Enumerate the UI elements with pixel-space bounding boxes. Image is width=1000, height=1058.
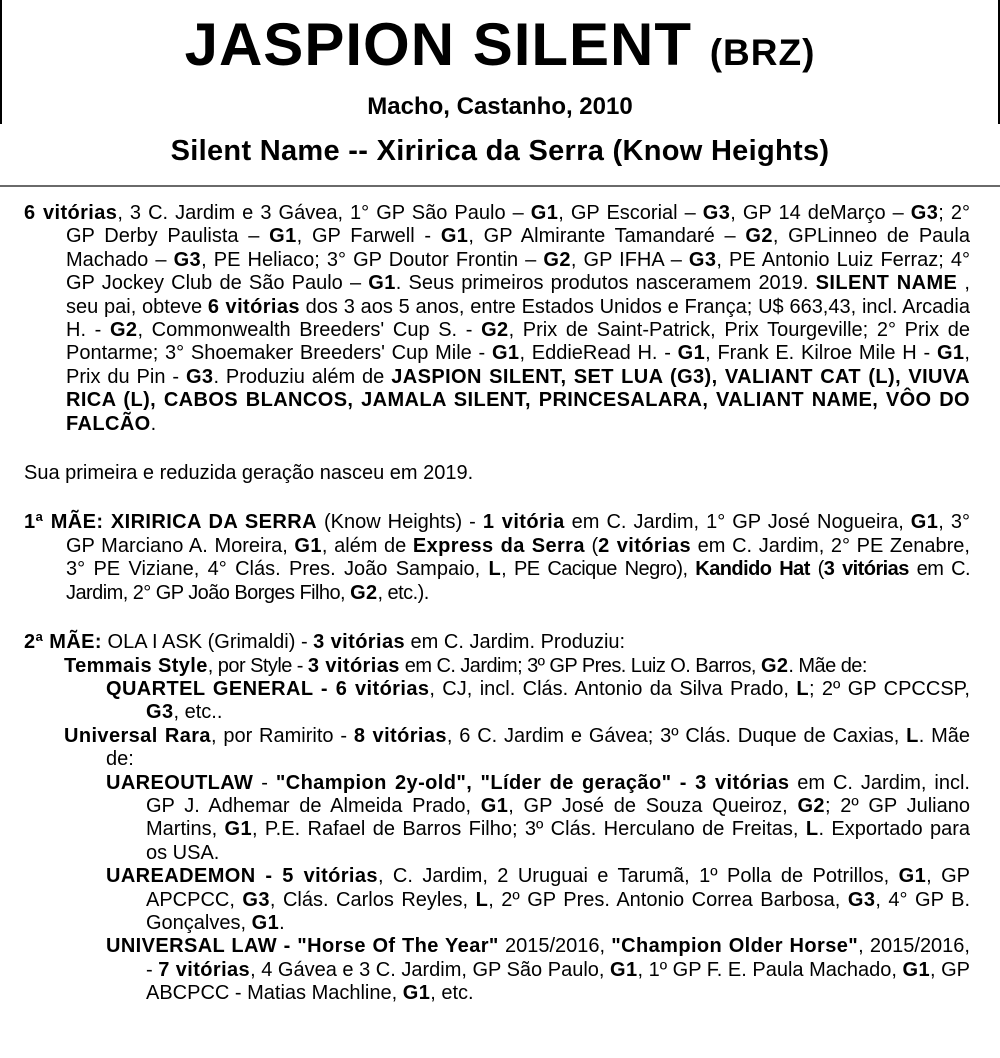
grade: G1 xyxy=(402,982,431,1005)
grade: G3 xyxy=(910,202,939,224)
text: . Exportado para os USA. xyxy=(146,818,970,864)
first-dam-paragraph xyxy=(24,511,970,605)
progeny-temmais-style xyxy=(24,655,970,678)
wins-text: 2 vitórias xyxy=(598,534,692,557)
sibling-name: Kandido Hat xyxy=(695,558,810,581)
text: . Seus primeiros produtos nasceramem 2019. xyxy=(395,272,816,295)
grade: G2 xyxy=(797,794,825,817)
first-generation-note: Sua primeira e reduzida geração nasceu em 2019. xyxy=(24,462,474,485)
text: . xyxy=(150,412,157,435)
text: , GP Almirante Tamandaré – xyxy=(468,225,746,248)
grade: L xyxy=(796,677,809,700)
progeny-uareoutlaw xyxy=(24,772,970,866)
text: , 2015/2016, - xyxy=(146,935,970,981)
dam-heading: 2ª MÃE: xyxy=(24,631,102,654)
progeny-name: Temmais Style xyxy=(64,654,208,677)
text: em C. Jardim, 1° GP José Nogueira, xyxy=(564,511,911,534)
grade: G2 xyxy=(760,654,789,677)
text: . Produziu além de xyxy=(213,365,392,388)
text: ; 2º GP Juliano Martins, xyxy=(146,794,970,841)
grade: G2 xyxy=(481,319,509,342)
text: , etc.). xyxy=(377,581,429,604)
text: , CJ, incl. Clás. Antonio da Silva Prado, xyxy=(429,677,797,700)
header-divider xyxy=(0,185,1000,187)
grade: G1 xyxy=(251,911,280,934)
grade: G1 xyxy=(491,342,520,365)
progeny-universal-rara xyxy=(24,725,970,772)
grade: G1 xyxy=(224,818,252,841)
spacer xyxy=(24,436,970,462)
text: , 4 Gávea e 3 C. Jardim, GP São Paulo, xyxy=(250,958,611,981)
text: . Mãe de: xyxy=(788,654,867,677)
text: OLA I ASK (Grimaldi) - xyxy=(102,631,314,654)
header xyxy=(0,8,1000,170)
text: , GP Escorial – xyxy=(558,202,703,224)
text: , 1º GP F. E. Paula Machado, xyxy=(637,958,903,981)
wins-text: 6 vitórias xyxy=(24,202,118,224)
grade: G1 xyxy=(902,958,930,981)
text: , Commonwealth Breeders' Cup S. - xyxy=(137,319,482,342)
progeny-name: QUARTEL GENERAL - 6 vitórias xyxy=(106,677,430,700)
title-award: "Champion 2y-old", "Líder de geração" - 3 vitórias xyxy=(275,771,790,794)
text: ; 2° GP Derby Paulista – xyxy=(66,202,970,248)
text: , GPLinneo de Paula Machado – xyxy=(66,225,970,271)
text: , 2º GP Pres. Antonio Correa Barbosa, xyxy=(488,888,848,911)
text: , 6 C. Jardim e Gávea; 3º Clás. Duque de Caxias, xyxy=(446,724,907,747)
text: ( xyxy=(584,534,599,557)
grade: G1 xyxy=(910,511,939,534)
grade: G2 xyxy=(745,225,773,248)
text: , GP ABCPCC - Matias Machline, xyxy=(146,958,970,1005)
sire-name: SILENT NAME xyxy=(815,272,958,295)
text: , Prix de Saint-Patrick, Prix Tourgeville; 2° Prix de Pontarme; 3° Shoemaker Breeders' Cup Mile - xyxy=(66,319,970,365)
text: , Prix du Pin - xyxy=(66,342,970,388)
text: , 3° GP Marciano A. Moreira, xyxy=(66,511,970,557)
offspring-list: JASPION SILENT, SET LUA (G3), VALIANT CAT (L), VIUVA RICA (L), CABOS BLANCOS, JAMALA SILENT, PRINCESALARA, VALIANT NAME, VÔO DO FALCÃO xyxy=(66,365,970,435)
text: , Clás. Carlos Reyles, xyxy=(269,888,476,911)
progeny-name: UAREOUTLAW xyxy=(106,771,254,794)
grade: G3 xyxy=(185,365,214,388)
grade: G3 xyxy=(702,202,731,224)
text: 2015/2016, xyxy=(498,935,612,958)
horse-description: Macho, Castanho, 2010 xyxy=(367,93,633,120)
wins-text: 6 vitórias xyxy=(207,295,300,318)
text: , por Style - xyxy=(207,654,308,677)
wins-text: 3 vitórias xyxy=(313,631,405,654)
country-code: (BRZ) xyxy=(709,32,816,73)
progeny-uareademon xyxy=(24,865,970,935)
wins-text: 3 vitórias xyxy=(823,558,909,581)
text: ( xyxy=(809,558,824,581)
grade: L xyxy=(488,558,502,581)
text: , P.E. Rafael de Barros Filho; 3º Clás. Herculano de Freitas, xyxy=(251,818,806,841)
grade: G1 xyxy=(530,202,559,224)
text: em C. Jardim; 3º GP Pres. Luiz O. Barros, xyxy=(399,654,761,677)
text: , PE Heliaco; 3° GP Doutor Frontin – xyxy=(201,248,544,271)
grade: G1 xyxy=(936,342,965,365)
text: , etc.. xyxy=(173,701,223,724)
text: , PE Antonio Luiz Ferraz; 4° GP Jockey Club de São Paulo – xyxy=(66,248,970,295)
grade: G3 xyxy=(688,248,717,271)
text: (Know Heights) - xyxy=(316,511,483,534)
grade: G2 xyxy=(543,248,571,271)
wins-text: 8 vitórias xyxy=(353,724,447,747)
text: , seu pai, obteve xyxy=(66,272,970,318)
body-text xyxy=(24,202,970,1006)
text: , além de xyxy=(321,534,413,557)
grade: G1 xyxy=(610,958,638,981)
text: ; 2º GP CPCCSP, xyxy=(808,677,970,700)
horse-title xyxy=(0,8,1000,90)
grade: G1 xyxy=(480,794,509,817)
progeny-quartel-general xyxy=(24,678,970,725)
text: , GP 14 deMarço – xyxy=(730,202,911,224)
grade: G1 xyxy=(368,272,396,295)
text: dos 3 aos 5 anos, entre Estados Unidos e França; U$ 663,43, incl. Arcadia H. - xyxy=(66,295,970,342)
text: , Frank E. Kilroe Mile H - xyxy=(705,342,937,365)
text: , GP Farwell - xyxy=(296,225,441,248)
text: , GP IFHA – xyxy=(570,248,689,271)
grade: G1 xyxy=(677,342,706,365)
grade: G1 xyxy=(294,534,322,557)
wins-text: 7 vitórias xyxy=(158,958,251,981)
text: , GP José de Souza Queiroz, xyxy=(508,794,798,817)
text: em C. Jardim. Produziu: xyxy=(405,631,626,654)
text: , por Ramirito - xyxy=(210,724,354,747)
progeny-name: UAREADEMON - 5 vitórias xyxy=(106,865,378,888)
text: , 3 C. Jardim e 3 Gávea, 1° GP São Paulo – xyxy=(117,202,531,224)
text: em C. Jardim, incl. GP J. Adhemar de Almeida Prado, xyxy=(146,771,970,817)
text: , 4° GP B. Gonçalves, xyxy=(146,888,970,934)
spacer xyxy=(24,485,970,511)
text: , etc. xyxy=(430,982,474,1005)
progeny-universal-law xyxy=(24,935,970,1005)
text: , EddieRead H. - xyxy=(519,342,678,365)
text: - xyxy=(253,771,276,794)
text: em C. Jardim, 2° GP João Borges Filho, xyxy=(66,558,970,604)
grade: G3 xyxy=(146,701,174,724)
grade: G2 xyxy=(350,581,378,604)
grade: G1 xyxy=(898,865,927,888)
progeny-name: UNIVERSAL LAW - "Horse Of The Year" xyxy=(106,935,499,958)
text: , PE Cacique Negro), xyxy=(501,558,696,581)
wins-text: 3 vitórias xyxy=(307,654,400,677)
progeny-name: Universal Rara xyxy=(64,724,211,747)
grade: G2 xyxy=(109,319,138,342)
spacer xyxy=(24,605,970,631)
grade: L xyxy=(475,888,489,911)
text: . Mãe de: xyxy=(106,724,970,771)
grade: G1 xyxy=(440,225,469,248)
dam-heading: 1ª MÃE: XIRIRICA DA SERRA xyxy=(24,511,317,534)
career-paragraph xyxy=(24,202,970,436)
grade: G3 xyxy=(242,888,270,911)
pedigree-line: Silent Name -- Xiririca da Serra (Know Heights) xyxy=(170,135,830,167)
grade: L xyxy=(805,818,819,841)
second-dam-paragraph xyxy=(24,631,970,654)
wins-text: 1 vitória xyxy=(482,511,565,534)
title-award: "Champion Older Horse" xyxy=(611,935,859,958)
text: em C. Jardim, 2° PE Zenabre, 3° PE Viziane, 4° Clás. Pres. João Sampaio, xyxy=(66,534,970,581)
text: , C. Jardim, 2 Uruguai e Tarumã, 1º Polla de Potrillos, xyxy=(377,865,899,888)
grade: G3 xyxy=(173,248,202,271)
grade: L xyxy=(906,724,919,747)
grade: G3 xyxy=(847,888,876,911)
text: . xyxy=(279,911,285,934)
grade: G1 xyxy=(269,225,297,248)
text: , GP APCPCC, xyxy=(146,865,970,911)
horse-name: JASPION SILENT xyxy=(184,11,693,78)
sibling-name: Express da Serra xyxy=(412,534,585,557)
